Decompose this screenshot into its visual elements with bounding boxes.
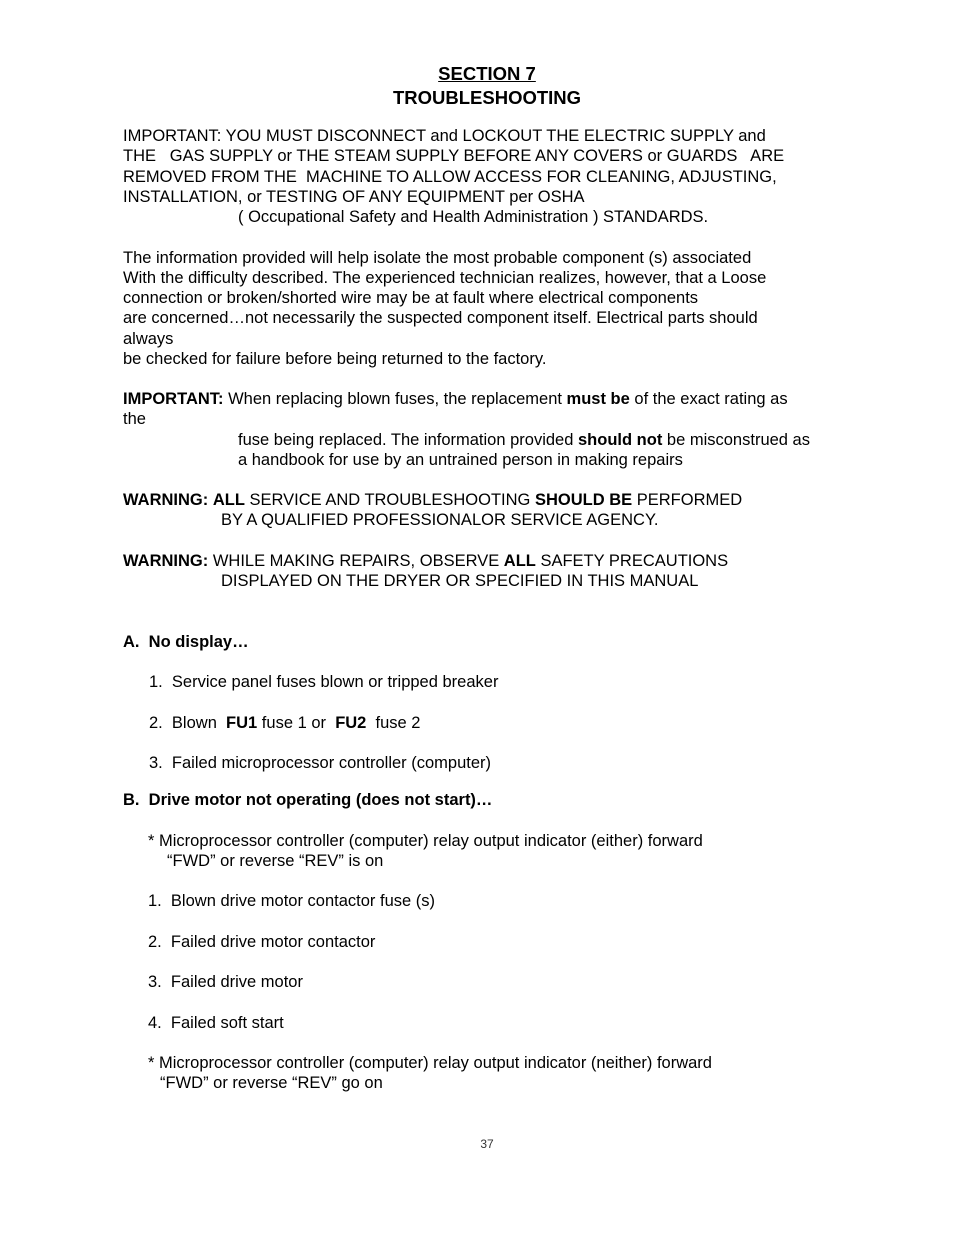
important-line-1: IMPORTANT: YOU MUST DISCONNECT and LOCKOUT THE ELECTRIC SUPPLY and	[123, 127, 766, 145]
warning2-line-2: DISPLAYED ON THE DRYER OR SPECIFIED IN THIS MANUAL	[221, 572, 699, 590]
warning2-line-1	[123, 551, 728, 571]
fu2-label: FU2	[335, 714, 367, 732]
item2-middle: fuse 1 or	[257, 714, 336, 732]
section-b-item-1: 1. Blown drive motor contactor fuse (s)	[148, 892, 436, 910]
important-line-4: INSTALLATION, or TESTING OF ANY EQUIPMENT per OSHA	[123, 188, 585, 206]
warning2-text-2: SAFETY PRECAUTIONS	[535, 552, 729, 570]
fuse-text-must-be: must be	[566, 390, 630, 408]
important-line-3: REMOVED FROM THE MACHINE TO ALLOW ACCESS FOR CLEANING, ADJUSTING,	[123, 168, 777, 186]
warning2-text-1: WHILE MAKING REPAIRS, OBSERVE	[208, 552, 504, 570]
warning1-should-be: SHOULD BE	[534, 491, 633, 509]
fuse-text-3c: be misconstrued as	[662, 431, 810, 449]
section-a-item-2	[149, 713, 420, 733]
section-b-item-3: 3. Failed drive motor	[148, 973, 303, 991]
fuse-text-1a: When replacing blown fuses, the replacement	[223, 390, 567, 408]
section-b-item-2: 2. Failed drive motor contactor	[148, 933, 376, 951]
fuse-line-2: the	[123, 410, 146, 428]
section-b-note-2b: “FWD” or reverse “REV” go on	[160, 1074, 383, 1092]
section-b-item-4: 4. Failed soft start	[148, 1014, 284, 1032]
fuse-text-3a: fuse being replaced. The information provided	[238, 431, 578, 449]
item2-suffix: fuse 2	[366, 714, 421, 732]
warning1-text-2: PERFORMED	[632, 491, 743, 509]
section-b-note-2a: * Microprocessor controller (computer) relay output indicator (neither) forward	[148, 1054, 712, 1072]
fu1-label: FU1	[226, 714, 258, 732]
important-label: IMPORTANT:	[123, 390, 224, 408]
fuse-text-should-not: should not	[578, 431, 663, 449]
section-b-note-1a: * Microprocessor controller (computer) relay output indicator (either) forward	[148, 832, 703, 850]
warning1-label: WARNING:	[123, 491, 209, 509]
page-number: 37	[480, 1137, 494, 1151]
warning1-line-2: BY A QUALIFIED PROFESSIONALOR SERVICE AGENCY.	[221, 511, 659, 529]
warning1-text-1: SERVICE AND TROUBLESHOOTING	[244, 491, 535, 509]
info-line-4: are concerned…not necessarily the suspected component itself. Electrical parts should	[123, 309, 758, 327]
section-b-note-1b: “FWD” or reverse “REV” is on	[167, 852, 384, 870]
info-line-3: connection or broken/shorted wire may be at fault where electrical components	[123, 289, 699, 307]
important-line-2: THE GAS SUPPLY or THE STEAM SUPPLY BEFORE ANY COVERS or GUARDS ARE	[123, 147, 785, 165]
info-line-6: be checked for failure before being returned to the factory.	[123, 350, 547, 368]
section-number: SECTION 7	[438, 63, 536, 84]
warning2-label: WARNING:	[123, 552, 209, 570]
page-title: TROUBLESHOOTING	[392, 87, 582, 108]
fuse-text-1c: of the exact rating as	[629, 390, 788, 408]
section-a-heading: A. No display…	[123, 633, 249, 651]
section-a-item-3: 3. Failed microprocessor controller (computer)	[149, 754, 492, 772]
warning1-all: ALL	[212, 491, 245, 509]
warning2-all: ALL	[503, 552, 536, 570]
fuse-line-1	[123, 389, 788, 409]
warning1-line-1	[123, 490, 742, 510]
info-line-1: The information provided will help isolate the most probable component (s) associated	[123, 249, 752, 267]
info-line-2: With the difficulty described. The experienced technician realizes, however, that a Loose	[123, 269, 767, 287]
fuse-line-4: a handbook for use by an untrained person in making repairs	[238, 451, 683, 469]
important-line-5: ( Occupational Safety and Health Administration ) STANDARDS.	[238, 208, 709, 226]
item2-prefix: 2. Blown	[149, 714, 227, 732]
fuse-line-3	[238, 430, 810, 450]
section-a-item-1: 1. Service panel fuses blown or tripped breaker	[149, 673, 499, 691]
section-b-heading: B. Drive motor not operating (does not start)…	[123, 791, 493, 809]
info-line-5: always	[123, 330, 174, 348]
